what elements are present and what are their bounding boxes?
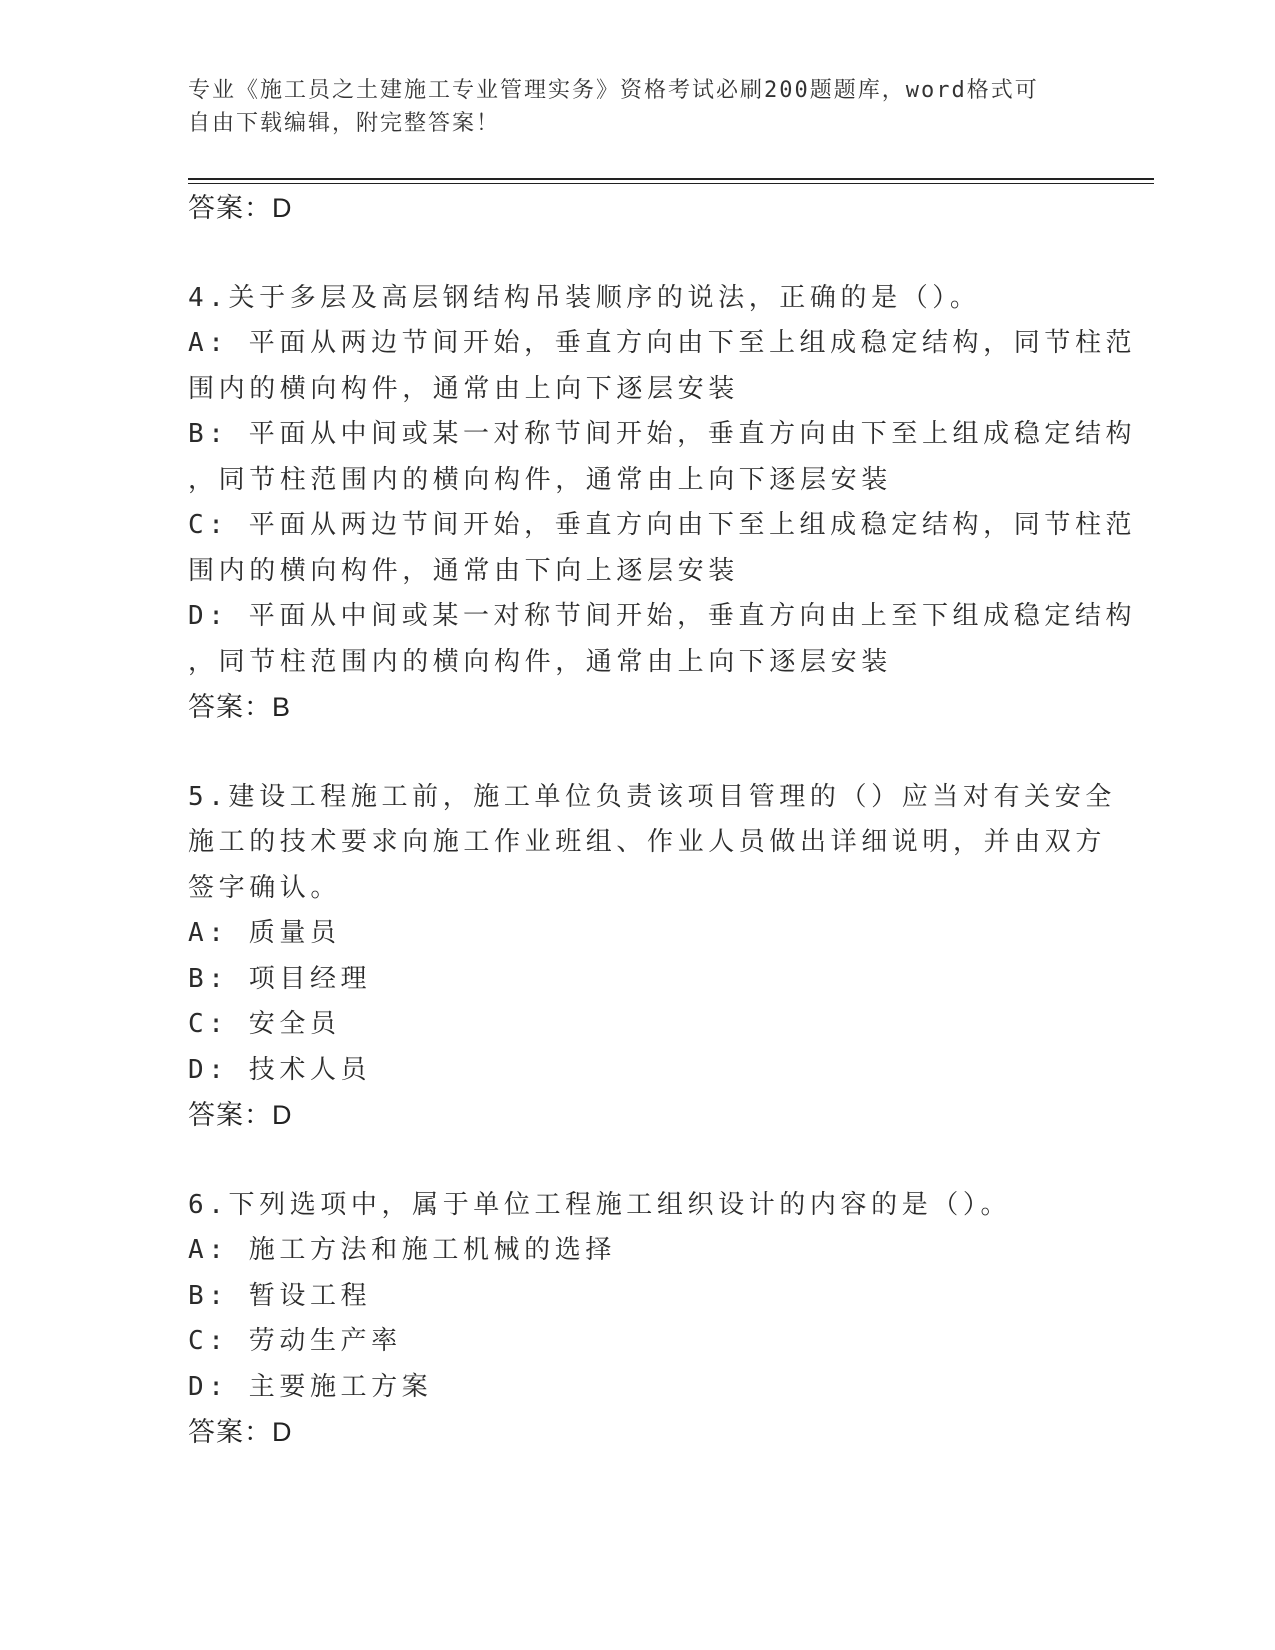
option-d-cont: ，同节柱范围内的横向构件，通常由上向下逐层安装 [188, 646, 892, 677]
question-stem: 6.下列选项中，属于单位工程施工组织设计的内容的是（）。 [188, 1189, 1012, 1220]
question-5 [188, 775, 1116, 1139]
answer-line: 答案：D [188, 193, 293, 223]
question-stem: 5.建设工程施工前，施工单位负责该项目管理的（）应当对有关安全 [188, 781, 1116, 812]
option-a: A: 施工方法和施工机械的选择 [188, 1235, 616, 1265]
option-c: C: 安全员 [188, 1009, 341, 1039]
option-d: D: 平面从中间或某一对称节间开始，垂直方向由上至下组成稳定结构 [188, 601, 1137, 631]
question-stem-cont: 签字确认。 [188, 872, 342, 903]
answer-line: 答案：D [188, 1100, 293, 1130]
option-b: B: 平面从中间或某一对称节间开始，垂直方向由下至上组成稳定结构 [188, 419, 1137, 449]
option-c-cont: 围内的横向构件，通常由下向上逐层安装 [188, 555, 739, 586]
question-content [188, 186, 1137, 1456]
option-a: A: 质量员 [188, 918, 341, 948]
header-line-1: 专业《施工员之土建施工专业管理实务》资格考试必刷200题题库，word格式可 [188, 78, 1039, 103]
header-rule-thick [188, 178, 1154, 180]
question-stem-cont: 施工的技术要求向施工作业班组、作业人员做出详细说明，并由双方 [188, 827, 1107, 857]
option-a: A: 平面从两边节间开始，垂直方向由下至上组成稳定结构，同节柱范 [188, 328, 1137, 358]
option-b-cont: ，同节柱范围内的横向构件，通常由上向下逐层安装 [188, 464, 892, 495]
header-rule-thin [188, 183, 1154, 184]
option-d: D: 技术人员 [188, 1054, 372, 1085]
document-header [188, 74, 1088, 140]
option-c: C: 劳动生产率 [188, 1326, 402, 1356]
answer-line: 答案：B [188, 692, 292, 722]
option-b: B: 暂设工程 [188, 1280, 372, 1311]
answer-line: 答案：D [188, 1417, 293, 1447]
question-6 [188, 1183, 1068, 1456]
option-d: D: 主要施工方案 [188, 1371, 433, 1402]
option-a-cont: 围内的横向构件，通常由上向下逐层安装 [188, 373, 739, 404]
option-c: C: 平面从两边节间开始，垂直方向由下至上组成稳定结构，同节柱范 [188, 510, 1137, 540]
question-4 [188, 276, 1137, 731]
header-line-2: 自由下载编辑，附完整答案！ [188, 111, 501, 136]
question-stem: 4.关于多层及高层钢结构吊装顺序的说法，正确的是（）。 [188, 282, 981, 313]
option-b: B: 项目经理 [188, 963, 372, 994]
